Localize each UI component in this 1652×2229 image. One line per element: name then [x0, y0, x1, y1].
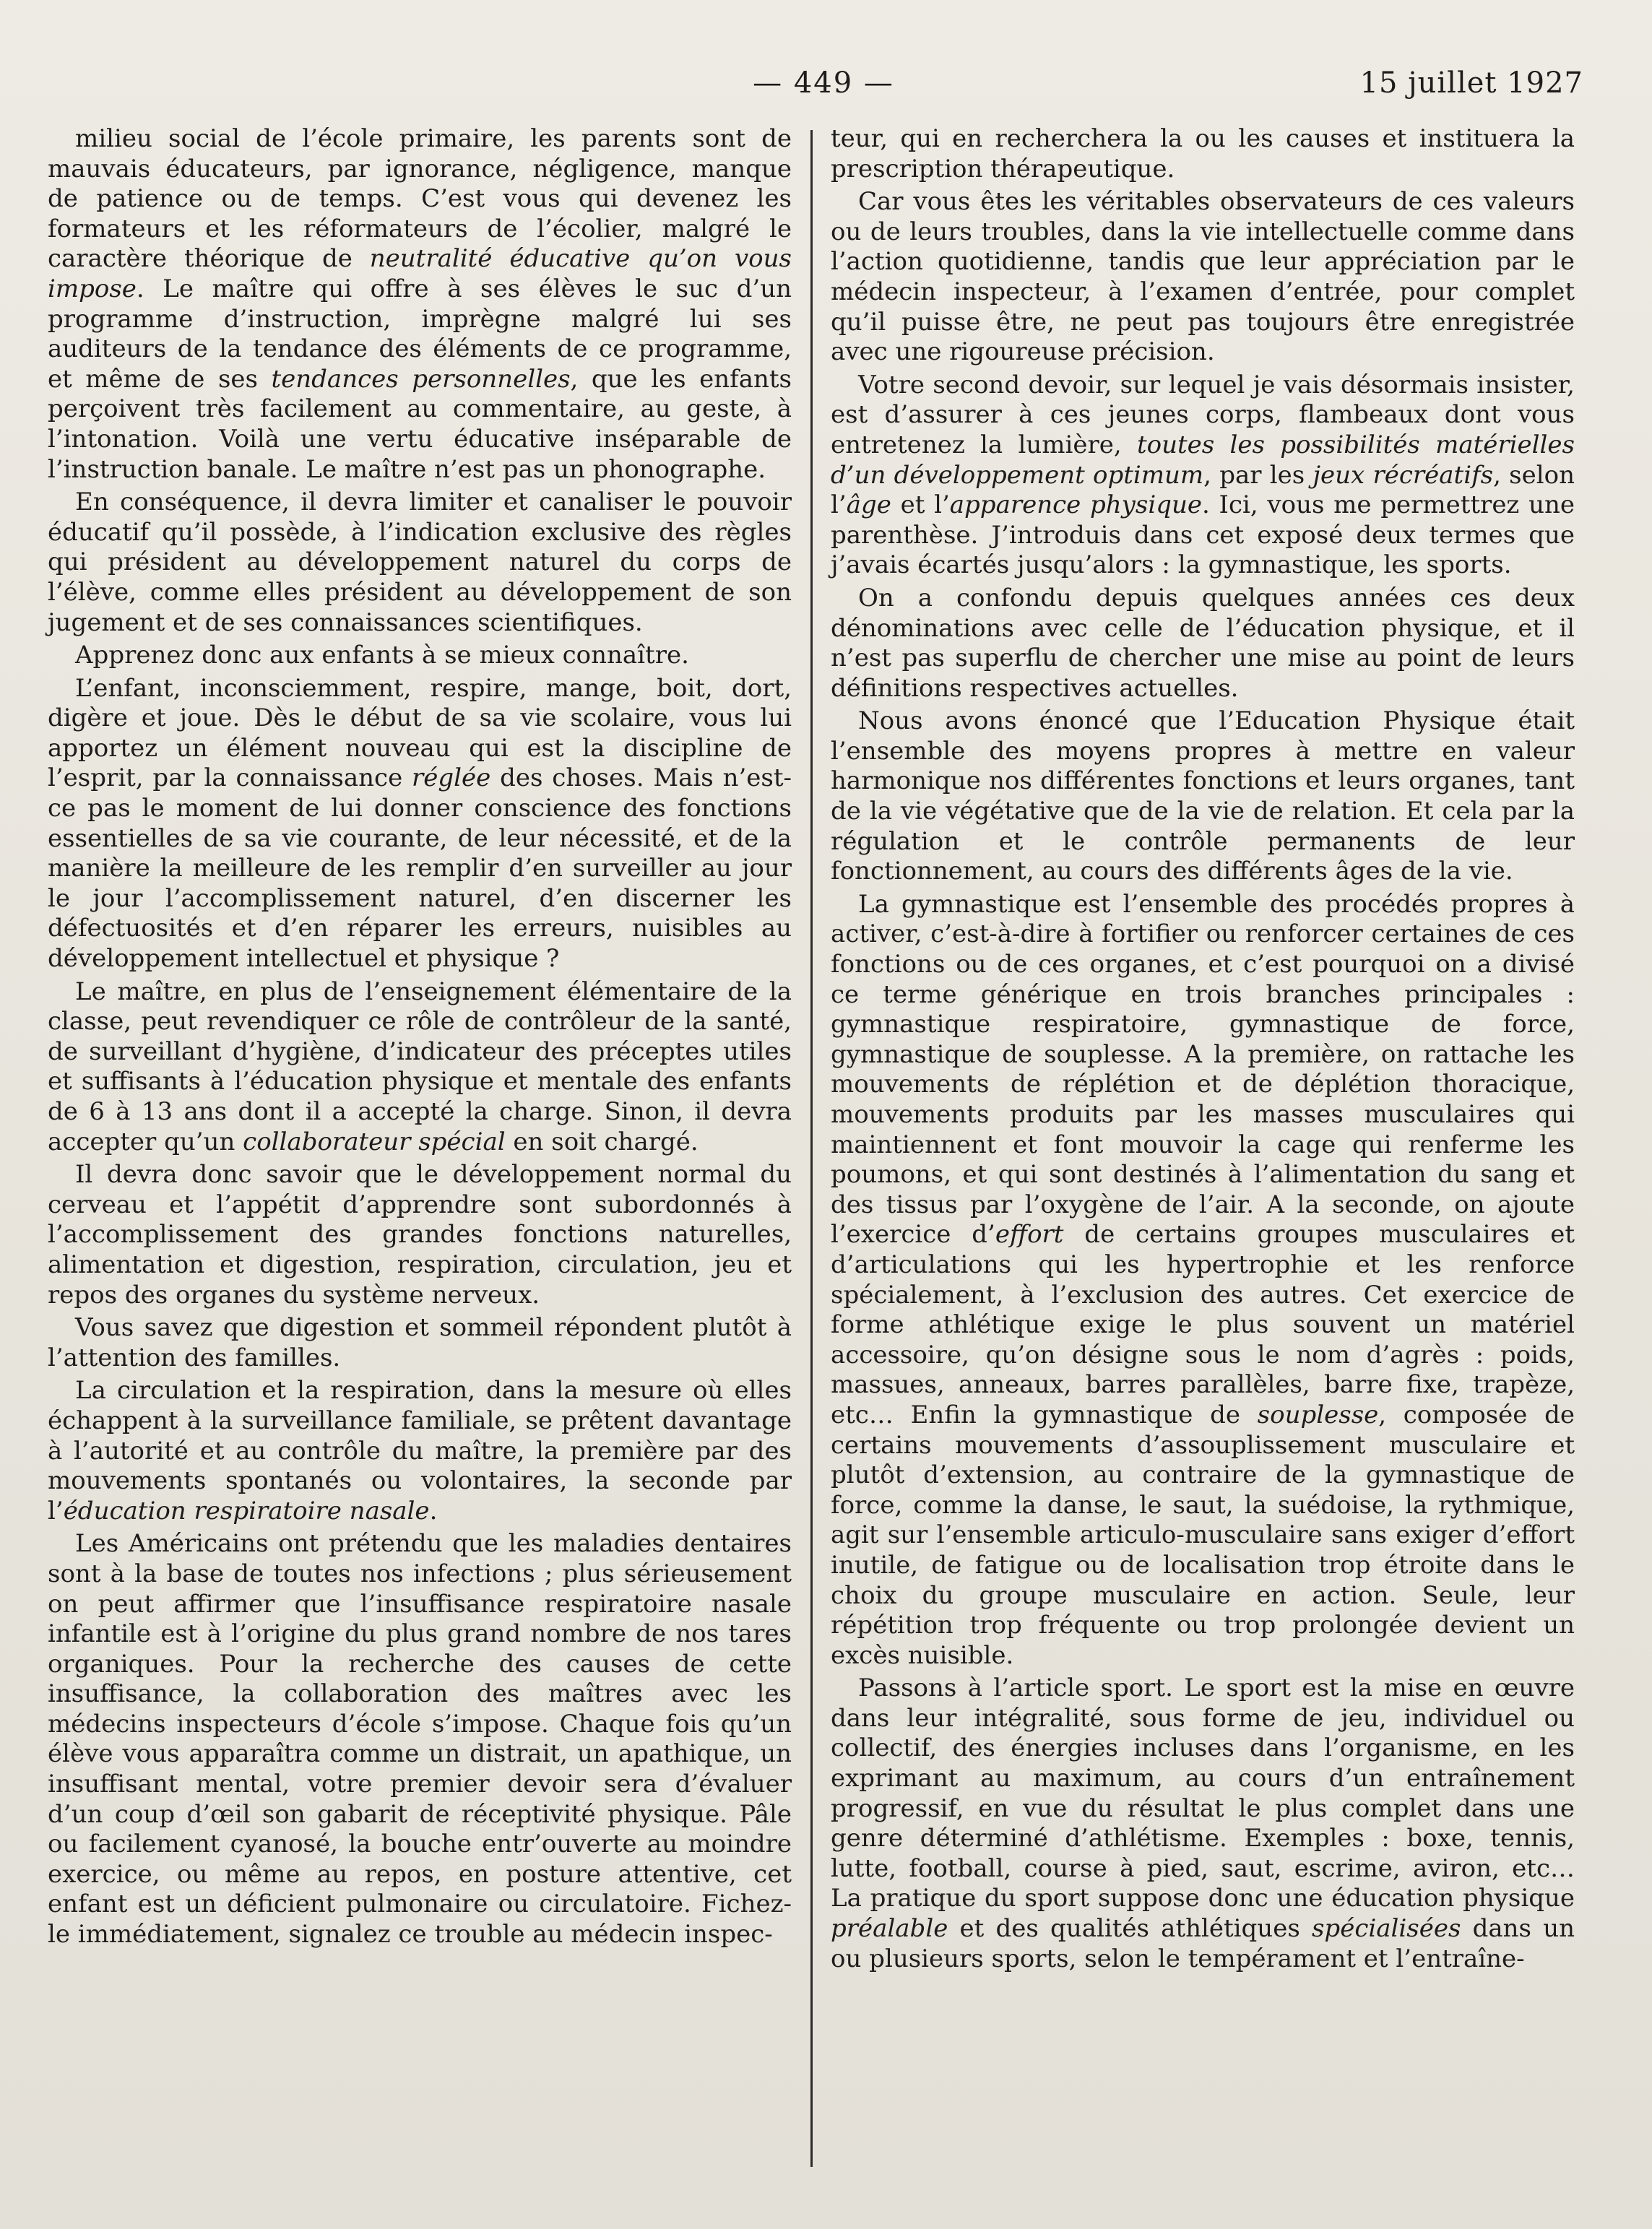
text-run: , selon l’: [831, 460, 1575, 520]
italic-text: jeux récréatifs: [1312, 460, 1494, 490]
paragraph: [48, 1529, 792, 1949]
text-run: .: [429, 1496, 438, 1525]
page-header: [0, 66, 1652, 117]
paragraph: [48, 1160, 792, 1310]
text-run: On a confondu depuis quelques années ces deux dénominations avec celle de l’éducation physique, et il n’est pas superflu de chercher une mise au point de leurs définitions respectives actuelles.: [831, 583, 1575, 703]
paragraph: [48, 977, 792, 1158]
paragraph: [48, 124, 792, 485]
text-run: en soit chargé.: [505, 1127, 699, 1156]
text-run: . Ici, vous me permettrez une parenthèse. J’introduis dans cet exposé deux termes que j’avais écartés jusqu’alors : la gymnastique, les sports.: [831, 490, 1575, 580]
text-run: Vous savez que digestion et sommeil répondent plutôt à l’attention des familles.: [48, 1313, 792, 1372]
text-run: Les Américains ont prétendu que les maladies dentaires sont à la base de toutes nos infections ; plus sérieusement on peut affirmer que l’insuffisance respiratoire nasale infantile est à l’origine du plus grand nombre de nos tares organiques. Pour la recherche des causes de cette insuffisance, la collaboration des maîtres avec les médecins inspecteurs d’école s’impose. Chaque fois qu’un élève vous apparaîtra comme un distrait, un apathique, un insuffisant mental, votre premier devoir sera d’évaluer d’un coup d’œil son gabarit de réceptivité physique. Pâle ou facilement cyanosé, la bouche entr’ouverte au moindre exercice, ou même au repos, en posture attentive, cet enfant est un déficient pulmonaire ou circulatoire. Fichez-le immédiatement, signalez ce trouble au médecin inspec-: [48, 1529, 792, 1949]
text-run: En conséquence, il devra limiter et canaliser le pouvoir éducatif qu’il possède, à l’indication exclusive des règles qui président au développement naturel du corps de l’élève, comme elles président au développement de son jugement et de ses connaissances scientifiques.: [48, 488, 792, 637]
left-column: [48, 124, 792, 1950]
text-run: L’enfant, inconsciemment, respire, mange, boit, dort, digère et joue. Dès le début de sa vie scolaire, vous lui apportez un élément nouveau qui est la discipline de l’esprit, par la connaissance: [48, 673, 792, 793]
text-run: . Le maître qui offre à ses élèves le suc d’un programme d’instruction, imprègne malgré lui ses auditeurs de la tendance des éléments de ce programme, et même de ses: [48, 274, 792, 394]
italic-text: préalable: [831, 1914, 948, 1944]
paragraph: [48, 1376, 792, 1526]
italic-text: neutralité éducative qu’on vous impose: [48, 244, 792, 303]
text-run: et l’: [891, 490, 950, 520]
text-run: de certains groupes musculaires et d’articulations qui les hypertrophie et les renforce spécialement, à l’exclusion des autres. Cet exercice de forme athlétique exige le plus souvent un matériel accessoire, qu’on désigne sous le nom d’agrès : poids, massues, anneaux, barres parallèles, barre fixe, trapèze, etc… Enfin la gymnastique de: [831, 1220, 1575, 1429]
italic-text: spécialisées: [1311, 1914, 1461, 1944]
paragraph: [831, 890, 1575, 1671]
text-run: La circulation et la respiration, dans la mesure où elles échappent à la surveillance familiale, se prêtent davantage à l’autorité et au contrôle du maître, la première par des mouvements spontanés ou volontaires, la seconde par l’: [48, 1376, 792, 1525]
text-run: , par les: [1203, 460, 1313, 490]
paragraph: [831, 706, 1575, 887]
text-run: Votre second devoir, sur lequel je vais désormais insister, est d’assurer à ces jeunes corps, flambeaux dont vous entretenez la lumière,: [831, 370, 1575, 459]
text-run: milieu social de l’école primaire, les parents sont de mauvais éducateurs, par ignorance, négligence, manque de patience ou de temps. C’est vous qui devenez les formateurs et les réformateurs de l’écolier, malgré le caractère théorique de: [48, 124, 792, 274]
italic-text: tendances personnelles: [271, 364, 571, 394]
paragraph: [831, 371, 1575, 581]
paragraph: [48, 488, 792, 638]
paragraph: [48, 1313, 792, 1373]
text-run: Passons à l’article sport. Le sport est la mise en œuvre dans leur intégralité, sous forme de jeu, individuel ou collectif, des énergies incluses dans l’organisme, en les exprimant au maximum, au cours d’un entraînement progressif, en vue du résultat le plus complet dans une genre déterminé d’athlétisme. Exemples : boxe, tennis, lutte, football, course à pied, saut, escrime, aviron, etc… La pratique du sport suppose donc une éducation physique: [831, 1674, 1575, 1913]
column-divider: [810, 130, 813, 2167]
paragraph: [48, 674, 792, 974]
italic-text: effort: [995, 1220, 1064, 1250]
text-run: teur, qui en recherchera la ou les causes et instituera la prescription thérapeutique.: [831, 124, 1575, 183]
italic-text: réglée: [412, 763, 491, 793]
text-run: Le maître, en plus de l’enseignement élémentaire de la classe, peut revendiquer ce rôle de contrôleur de la santé, de surveillant d’hygiène, d’indicateur des préceptes utiles et suffisants à l’éducation physique et mentale des enfants de 6 à 13 ans dont il a accepté la charge. Sinon, il devra accepter qu’un: [48, 977, 792, 1156]
text-run: , composée de certains mouvements d’assouplissement musculaire et plutôt d’extension, au contraire de la gymnastique de force, comme la danse, le saut, la suédoise, la rythmique, agit sur l’ensemble articulo-musculaire sans exiger d’effort inutile, de fatigue ou de localisation trop étroite dans le choix du groupe musculaire en action. Seule, leur répétition trop fréquente ou trop prolongée devient un excès nuisible.: [831, 1400, 1575, 1670]
paragraph: [831, 1674, 1575, 1974]
italic-text: collaborateur spécial: [243, 1127, 506, 1156]
text-run: Il devra donc savoir que le développement normal du cerveau et l’appétit d’apprendre sont subordonnés à l’accomplissement des grandes fonctions naturelles, alimentation et digestion, respiration, circulation, jeu et repos des organes du système nerveux.: [48, 1160, 792, 1310]
italic-text: éducation respiratoire nasale: [63, 1496, 430, 1525]
text-run: Apprenez donc aux enfants à se mieux connaître.: [75, 641, 689, 670]
right-column: [831, 124, 1575, 1974]
paragraph: [831, 187, 1575, 368]
page-number: — 449 —: [753, 66, 894, 100]
italic-text: souplesse: [1257, 1400, 1379, 1429]
text-run: et des qualités athlétiques: [948, 1914, 1312, 1944]
text-run: , que les enfants perçoivent très facilement au commentaire, au geste, à l’intonation. Voilà une vertu éducative inséparable de l’instruction banale. Le maître n’est pas un phonographe.: [48, 364, 792, 484]
text-run: La gymnastique est l’ensemble des procédés propres à activer, c’est-à-dire à fortifier ou renforcer certaines de ces fonctions ou de ces organes, et c’est pourquoi on a divisé ce terme générique en trois branches principales : gymnastique respiratoire, gymnastique de force, gymnastique de souplesse. A la première, on rattache les mouvements de réplétion et de déplétion thoracique, mouvements produits par les masses musculaires qui maintiennent et font mouvoir la cage qui renferme les poumons, et qui sont destinés à l’alimentation du sang et des tissus par l’oxygène de l’air. A la seconde, on ajoute l’exercice d’: [831, 889, 1575, 1250]
text-run: dans un ou plusieurs sports, selon le tempérament et l’entraîne-: [831, 1914, 1575, 1973]
italic-text: âge: [846, 490, 891, 520]
italic-text: toutes les possibilités matérielles d’un développement optimum: [831, 430, 1575, 490]
issue-date: 15 juillet 1927: [1359, 66, 1583, 100]
italic-text: apparence physique: [949, 490, 1202, 520]
paragraph: [831, 584, 1575, 704]
text-run: des choses. Mais n’est-ce pas le moment de lui donner conscience des fonctions essentielles de sa vie courante, de leur nécessité, et de la manière la meilleure de les remplir d’en surveiller au jour le jour l’accomplissement naturel, d’en discerner les défectuosités et d’en réparer les erreurs, nuisibles au développement intellectuel et physique ?: [48, 763, 792, 974]
paragraph: [48, 641, 792, 671]
text-run: Car vous êtes les véritables observateurs de ces valeurs ou de leurs troubles, dans la vie intellectuelle comme dans l’action quotidienne, tandis que leur appréciation par le médecin inspecteur, à l’examen d’entrée, pour complet qu’il puisse être, ne peut pas toujours être enregistrée avec une rigoureuse précision.: [831, 187, 1575, 367]
paragraph: [831, 124, 1575, 184]
text-run: Nous avons énoncé que l’Education Physique était l’ensemble des moyens propres à mettre en valeur harmonique nos différentes fonctions et leurs organes, tant de la vie végétative que de la vie de relation. Et cela par la régulation et le contrôle permanents de leur fonctionnement, au cours des différents âges de la vie.: [831, 706, 1575, 886]
